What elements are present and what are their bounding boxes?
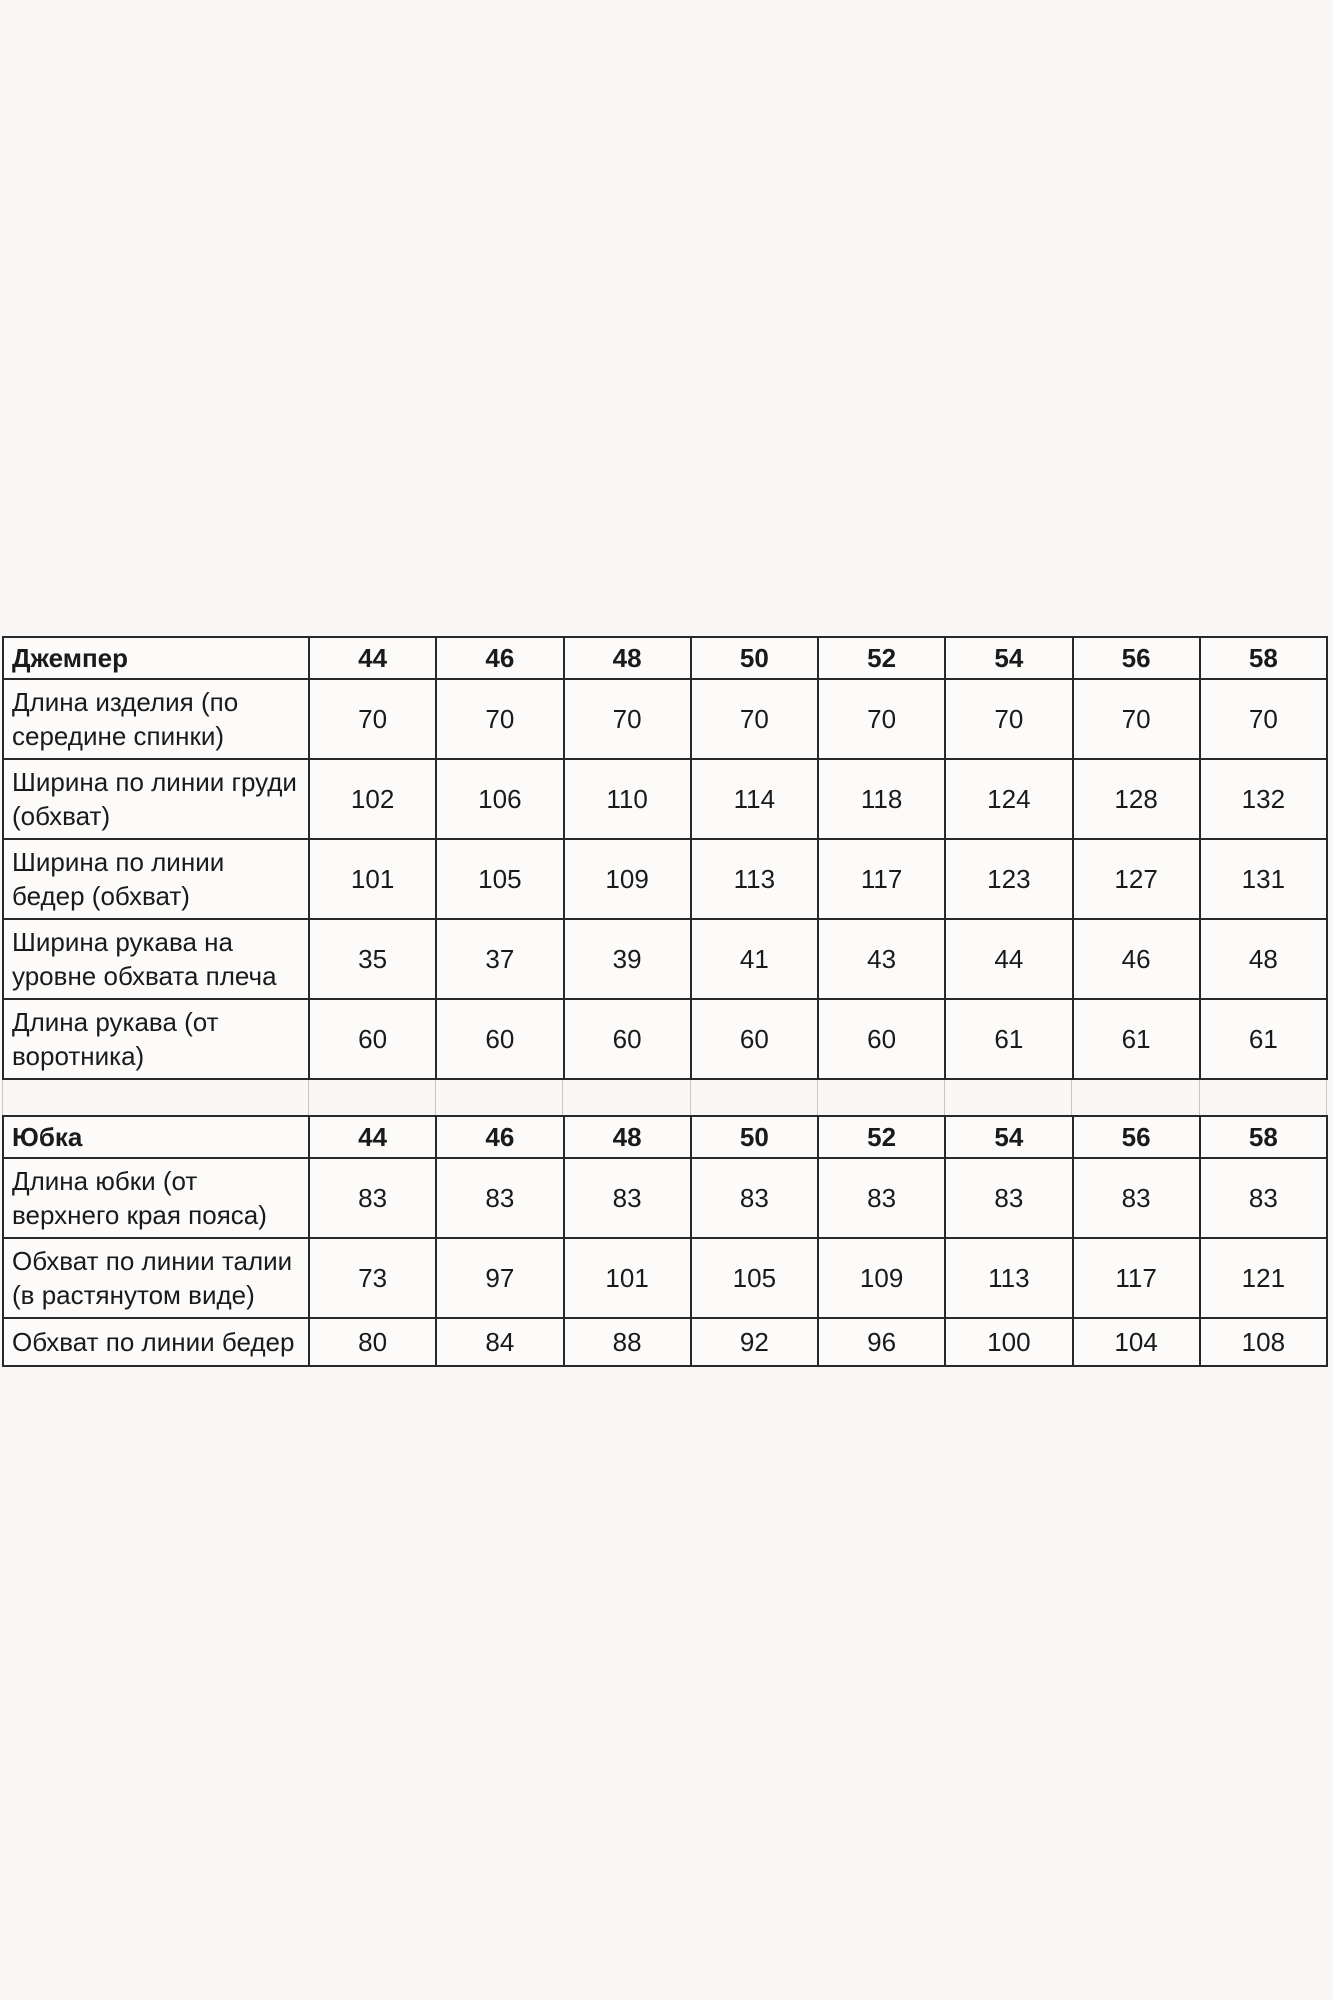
value-cell: 124 <box>945 759 1072 839</box>
size-header-cell: 54 <box>945 637 1072 679</box>
size-header-cell: 56 <box>1073 1116 1200 1158</box>
size-header-row <box>3 1116 1327 1158</box>
value-cell: 83 <box>1073 1158 1200 1238</box>
sheet-gridline-gap <box>2 1080 1328 1115</box>
table-row <box>3 919 1327 999</box>
value-cell: 73 <box>309 1238 436 1318</box>
skirt-size-table <box>2 1115 1328 1367</box>
size-header-cell: 50 <box>691 1116 818 1158</box>
size-chart <box>2 636 1328 1367</box>
value-cell: 83 <box>436 1158 563 1238</box>
value-cell: 113 <box>691 839 818 919</box>
measurement-label-cell <box>3 1238 309 1318</box>
value-cell: 109 <box>564 839 691 919</box>
value-cell: 70 <box>1073 679 1200 759</box>
measurement-label-line: Обхват по линии талии <box>12 1246 293 1276</box>
value-cell: 108 <box>1200 1318 1327 1366</box>
value-cell: 118 <box>818 759 945 839</box>
value-cell: 70 <box>691 679 818 759</box>
grid-line <box>690 1080 691 1115</box>
value-cell: 104 <box>1073 1318 1200 1366</box>
value-cell: 80 <box>309 1318 436 1366</box>
measurement-label-line: верхнего края пояса) <box>12 1200 267 1230</box>
jumper-size-table <box>2 636 1328 1080</box>
measurement-label-line: Длина изделия (по <box>12 687 239 717</box>
value-cell: 83 <box>564 1158 691 1238</box>
value-cell: 43 <box>818 919 945 999</box>
value-cell: 114 <box>691 759 818 839</box>
section-title-cell: Джемпер <box>3 637 309 679</box>
measurement-label-cell <box>3 759 309 839</box>
table-row <box>3 839 1327 919</box>
value-cell: 60 <box>691 999 818 1079</box>
value-cell: 83 <box>309 1158 436 1238</box>
value-cell: 39 <box>564 919 691 999</box>
value-cell: 48 <box>1200 919 1327 999</box>
size-header-cell: 58 <box>1200 637 1327 679</box>
value-cell: 101 <box>309 839 436 919</box>
value-cell: 70 <box>818 679 945 759</box>
measurement-label-line: Ширина рукава на <box>12 927 233 957</box>
grid-line <box>308 1080 309 1115</box>
value-cell: 117 <box>1073 1238 1200 1318</box>
size-header-cell: 46 <box>436 637 563 679</box>
measurement-label-line: воротника) <box>12 1041 145 1071</box>
size-header-row <box>3 637 1327 679</box>
value-cell: 41 <box>691 919 818 999</box>
value-cell: 83 <box>1200 1158 1327 1238</box>
measurement-label-line: середине спинки) <box>12 721 225 751</box>
size-header-cell: 56 <box>1073 637 1200 679</box>
value-cell: 60 <box>436 999 563 1079</box>
value-cell: 123 <box>945 839 1072 919</box>
grid-line <box>817 1080 818 1115</box>
value-cell: 46 <box>1073 919 1200 999</box>
value-cell: 96 <box>818 1318 945 1366</box>
measurement-label-line: уровне обхвата плеча <box>12 961 277 991</box>
table-row <box>3 1318 1327 1366</box>
value-cell: 97 <box>436 1238 563 1318</box>
value-cell: 60 <box>818 999 945 1079</box>
value-cell: 70 <box>945 679 1072 759</box>
value-cell: 105 <box>691 1238 818 1318</box>
size-header-cell: 50 <box>691 637 818 679</box>
size-header-cell: 48 <box>564 1116 691 1158</box>
measurement-label-cell <box>3 999 309 1079</box>
grid-line <box>1071 1080 1072 1115</box>
value-cell: 84 <box>436 1318 563 1366</box>
value-cell: 61 <box>1200 999 1327 1079</box>
table-row <box>3 1158 1327 1238</box>
size-header-cell: 52 <box>818 637 945 679</box>
grid-line <box>435 1080 436 1115</box>
value-cell: 83 <box>691 1158 818 1238</box>
table-row <box>3 679 1327 759</box>
measurement-label-cell <box>3 839 309 919</box>
value-cell: 70 <box>436 679 563 759</box>
value-cell: 113 <box>945 1238 1072 1318</box>
size-header-cell: 58 <box>1200 1116 1327 1158</box>
measurement-label-line: (в растянутом виде) <box>12 1280 255 1310</box>
grid-line <box>1199 1080 1200 1115</box>
value-cell: 92 <box>691 1318 818 1366</box>
value-cell: 117 <box>818 839 945 919</box>
value-cell: 37 <box>436 919 563 999</box>
size-header-cell: 48 <box>564 637 691 679</box>
value-cell: 70 <box>564 679 691 759</box>
size-header-cell: 52 <box>818 1116 945 1158</box>
size-header-cell: 54 <box>945 1116 1072 1158</box>
value-cell: 110 <box>564 759 691 839</box>
table-row <box>3 759 1327 839</box>
section-title-cell: Юбка <box>3 1116 309 1158</box>
value-cell: 128 <box>1073 759 1200 839</box>
measurement-label-line: Длина рукава (от <box>12 1007 219 1037</box>
value-cell: 109 <box>818 1238 945 1318</box>
grid-line <box>944 1080 945 1115</box>
measurement-label-cell <box>3 1158 309 1238</box>
value-cell: 88 <box>564 1318 691 1366</box>
value-cell: 106 <box>436 759 563 839</box>
value-cell: 105 <box>436 839 563 919</box>
grid-line <box>1326 1080 1327 1115</box>
value-cell: 132 <box>1200 759 1327 839</box>
measurement-label-line: (обхват) <box>12 801 111 831</box>
table-row <box>3 1238 1327 1318</box>
grid-line <box>562 1080 563 1115</box>
value-cell: 70 <box>309 679 436 759</box>
value-cell: 127 <box>1073 839 1200 919</box>
value-cell: 83 <box>818 1158 945 1238</box>
measurement-label-line: Длина юбки (от <box>12 1166 198 1196</box>
value-cell: 70 <box>1200 679 1327 759</box>
grid-line <box>2 1080 3 1115</box>
value-cell: 44 <box>945 919 1072 999</box>
measurement-label-cell <box>3 919 309 999</box>
measurement-label-cell <box>3 1318 309 1366</box>
value-cell: 131 <box>1200 839 1327 919</box>
measurement-label-line: бедер (обхват) <box>12 881 190 911</box>
value-cell: 100 <box>945 1318 1072 1366</box>
value-cell: 61 <box>945 999 1072 1079</box>
table-row <box>3 999 1327 1079</box>
value-cell: 61 <box>1073 999 1200 1079</box>
value-cell: 121 <box>1200 1238 1327 1318</box>
size-header-cell: 44 <box>309 1116 436 1158</box>
measurement-label-cell <box>3 679 309 759</box>
value-cell: 101 <box>564 1238 691 1318</box>
value-cell: 60 <box>309 999 436 1079</box>
size-header-cell: 46 <box>436 1116 563 1158</box>
value-cell: 102 <box>309 759 436 839</box>
value-cell: 35 <box>309 919 436 999</box>
measurement-label-line: Ширина по линии груди <box>12 767 297 797</box>
measurement-label-line: Ширина по линии <box>12 847 225 877</box>
value-cell: 60 <box>564 999 691 1079</box>
value-cell: 83 <box>945 1158 1072 1238</box>
size-header-cell: 44 <box>309 637 436 679</box>
measurement-label-line: Обхват по линии бедер <box>12 1327 295 1357</box>
